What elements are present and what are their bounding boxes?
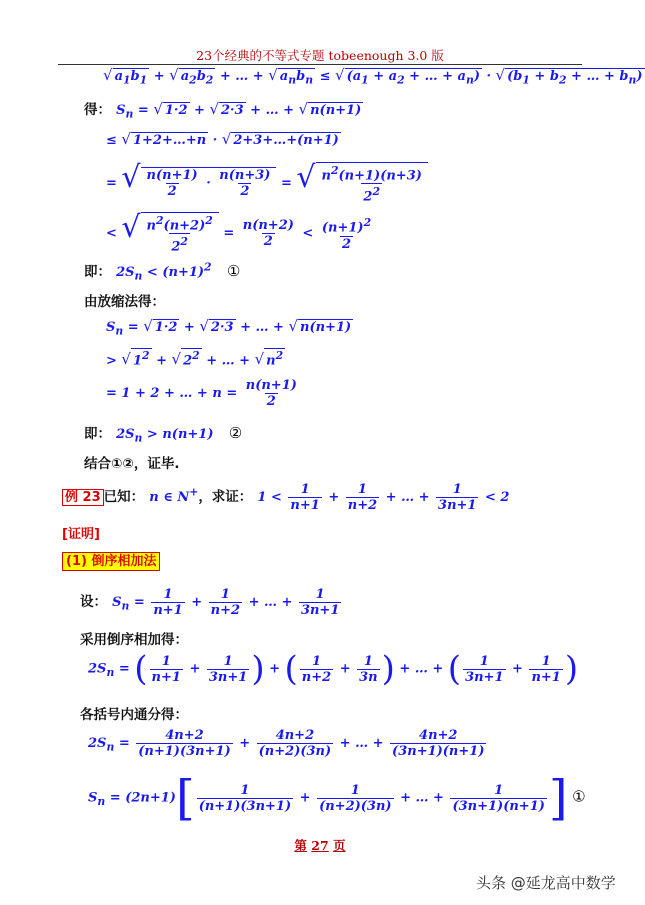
label-ji-1: 即： [84,264,111,280]
example-prefix: 已知： [103,489,145,505]
formula-reverse-add: $2S_n$ = ( $\frac{1}{n+1}$ + $\frac{1}{3n+1}$ ) + ( $\frac{1}{n+2}$ + $\frac{1}{3n}$ ) + … + ( $\frac{1}{3n+1}$ + $\frac{1}{n+1}$ ) [88,649,579,689]
marker-circle-1b: ① [572,787,586,806]
formula-cauchy-bound: ≤ √ 1+2+…+n · √ 2+3+…+(n+1) [106,130,339,148]
method-tag: (1) 倒序相加法 [62,552,160,571]
footer-suffix: 页 [333,838,346,853]
proof-tag: [证明] [62,527,100,542]
footer-page-number: 27 [311,838,329,853]
label-fangsuo: 由放缩法得： [84,294,165,310]
formula-sn-sqrt-sum: $S_n$ = √ 1·2 + √ 2·3 + … + √ n(n+1) [116,100,362,121]
page-header: 23个经典的不等式专题 tobeenough 3.0 版 [196,48,444,63]
label-daoxu: 采用倒序相加得： [80,632,188,648]
conclusion-1 [84,260,240,283]
watermark: 头条 @延龙高中数学 [476,874,616,892]
formula-2sn-lt: $2S_n < (n+1)^2$ [116,260,212,283]
label-she: 设： [80,594,107,610]
conclusion-2 [84,422,242,445]
example-tag: 例 23 [62,489,104,506]
cauchy-inequality: √ $a_1b_1$ + √ $a_2b_2$ + … + √ $a_nb_n$ ≤ √ ($a_1 + a_2$ + … + $a_n$) · √ ($b_1 + b_2$ + … + $b_n$) [103,66,643,87]
header-rule [58,64,582,65]
formula-common-denominator: $2S_n$ = $\frac{4n+2}{(n+1)(3n+1)}$ + $\frac{4n+2}{(n+2)(3n)}$ + … + $\frac{4n+2}{(3n+1)(n+1)}$ [88,728,485,759]
formula-lower-sqrt: > √ $1^2$ + √ $2^2$ + … + √ $n^2$ [106,349,284,369]
formula-n-in-n-plus: n ∈ N+ [149,485,199,505]
footer-prefix: 第 [294,838,307,853]
marker-circle-2: ② [228,424,243,442]
formula-product-fractions: = √ $\frac{n(n+1)}{2}$ · $\frac{n(n+3)}{2}$ = √ $\frac{n^2(n+1)(n+3)}{2^2}$ [106,160,428,204]
label-jiehe: 结合①②，证毕. [84,456,180,472]
label-tongfen: 各括号内通分得： [80,707,188,723]
label-de: 得： [84,102,111,118]
formula-sn-factored: $S_n = (2n+1)$[ $\frac{1}{(n+1)(3n+1)}$ + $\frac{1}{(n+2)(3n)}$ + … + $\frac{1}{(3n+1)(n+1)}$ ] ① [88,770,586,826]
label-ji-2: 即： [84,426,111,442]
formula-2sn-gt: $2S_n > n(n+1)$ [116,427,214,445]
example-mid: ，求证： [198,489,253,505]
define-sn [80,587,343,618]
derive-line-1 [84,98,363,121]
formula-sn-definition: $S_n$ = $\frac{1}{n+1}$ + $\frac{1}{n+2}$ + … + $\frac{1}{3n+1}$ [112,587,340,618]
page-footer [0,836,640,854]
formula-lower-sum: = 1 + 2 + … + n = $\frac{n(n+1)}{2}$ [106,378,297,409]
marker-circle-1: ① [226,262,241,280]
example-23 [62,482,509,513]
formula-example-goal: 1 < $\frac{1}{n+1}$ + $\frac{1}{n+2}$ + … + $\frac{1}{3n+1}$ < 2 [257,482,510,513]
formula-upper-bound: < √ $\frac{n^2(n+2)^2}{2^2}$ = $\frac{n(n+2)}{2}$ < $\frac{(n+1)^2}{2}$ [106,210,372,255]
formula-sn-repeat: $S_n$ = √ 1·2 + √ 2·3 + … + √ n(n+1) [106,317,352,338]
method-tag-wrap [62,550,160,569]
